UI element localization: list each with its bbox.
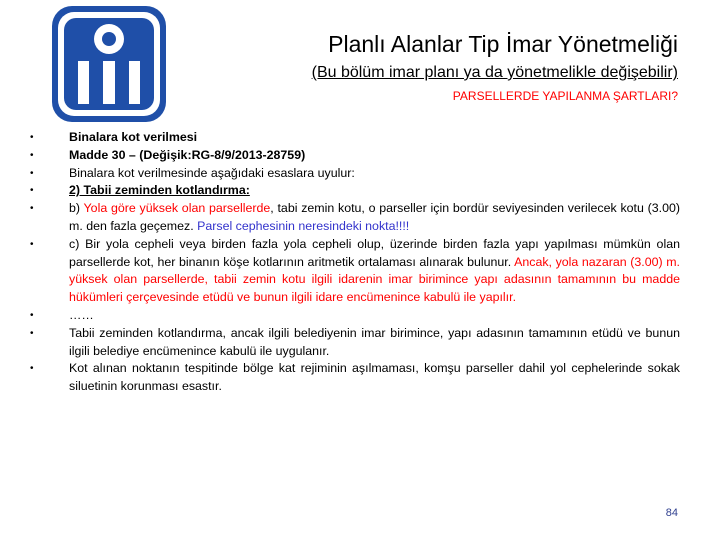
highlighted-text: Ancak, yola nazaran (3.00) m. yüksek olan parsellerde, tabii zemin kotu ilgili idarenin imar birimince yapı adasının tamamının bu madde hükümleri çerçevesinde etüdü ve bunun ilgili idare encümenince kabulü ile yapılır. [69, 254, 680, 305]
list-item [30, 129, 680, 147]
ellipsis-text: …… [69, 307, 94, 322]
list-item [30, 307, 680, 325]
item-subheading: 2) Tabii zeminden kotlandırma: [69, 183, 250, 198]
item-text: , tabi zemin kotu, o parseller için bordür seviyesinden verilecek kotu (3.00) m. den fazla geçemez. [69, 201, 680, 233]
list-item [30, 147, 680, 165]
page-number: 84 [665, 507, 678, 519]
item-text: c) Bir yola cepheli veya birden fazla yola cepheli olup, üzerinde birden fazla yapı yapılması mümkün olan parsellerde kot, her binanın köşe kotlarının aritmetik ortalaması alınarak bulunur. [69, 236, 680, 269]
item-text: Tabii zeminden kotlandırma, ancak ilgili belediyenin imar birimince, yapı adasının tamamının etüdü ve bunun ilgili belediye encümenince kabulü ile uygulanır. [69, 325, 680, 358]
article-reference: Madde 30 – (Değişik:RG-8/9/2013-28759) [69, 147, 306, 162]
section-heading: PARSELLERDE YAPILANMA ŞARTLARI? [452, 89, 678, 103]
content-list [30, 129, 680, 396]
item-heading: Binalara kot verilmesi [69, 130, 198, 144]
list-item [30, 236, 680, 307]
list-item [30, 200, 680, 236]
list-item [30, 165, 680, 183]
item-text: Kot alınan noktanın tespitinde bölge kat rejiminin aşılmaması, komşu parseller dahil yol cephelerinde sokak siluetinin korunması esastır. [69, 361, 680, 394]
list-item [30, 360, 680, 396]
list-item [30, 325, 680, 361]
highlighted-text: Yola göre yüksek olan parsellerde [83, 201, 271, 216]
page-subtitle: (Bu bölüm imar planı ya da yönetmelikle değişebilir) [311, 64, 678, 81]
item-text: b) [69, 201, 84, 216]
page-title: Planlı Alanlar Tip İmar Yönetmeliği [328, 31, 678, 57]
note-text: Parsel cephesinin neresindeki nokta!!!! [197, 218, 410, 233]
list-item [30, 182, 680, 200]
item-text: Binalara kot verilmesinde aşağıdaki esaslara uyulur: [69, 165, 355, 180]
ibb-logo-icon [52, 6, 166, 122]
